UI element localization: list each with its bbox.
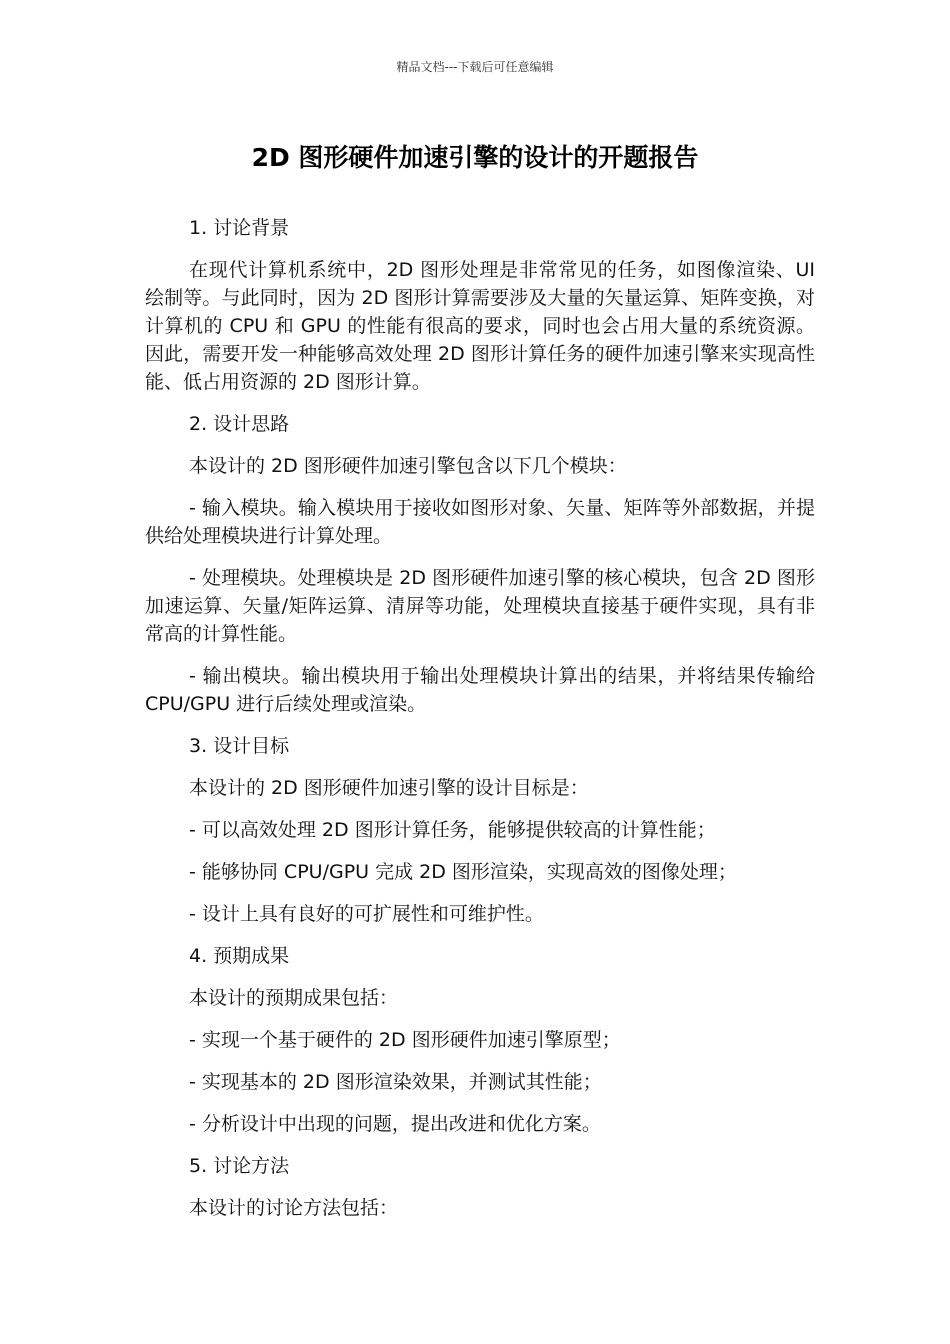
section-heading-expected-results: 4. 预期成果 [189, 945, 290, 967]
list-item-goal-1: - 可以高效处理 2D 图形计算任务，能够提供较高的计算性能； [189, 819, 716, 841]
paragraph-processing-module: - 处理模块。处理模块是 2D 图形硬件加速引擎的核心模块，包含 2D 图形加速运算、矢量/矩阵运算、清屏等功能，处理模块直接基于硬件实现，具有非常高的计算性能。 [145, 567, 815, 645]
paragraph-background: 在现代计算机系统中，2D 图形处理是非常常见的任务，如图像渲染、UI 绘制等。与此同时，因为 2D 图形计算需要涉及大量的矢量运算、矩阵变换，对计算机的 CPU 和 GPU 的性能有很高的要求，同时也会占用大量的系统资源。因此，需要开发一种能够高效处理 2D 图形计算任务的硬件加速引擎来实现高性能、低占用资源的 2D 图形计算。 [145, 259, 815, 393]
paragraph-input-module: - 输入模块。输入模块用于接收如图形对象、矢量、矩阵等外部数据，并提供给处理模块进行计算处理。 [145, 497, 815, 547]
header-note: 精品文档---下载后可任意编辑 [396, 60, 554, 74]
list-item-goal-2: - 能够协同 CPU/GPU 完成 2D 图形渲染，实现高效的图像处理； [189, 861, 737, 883]
paragraph-output-module: - 输出模块。输出模块用于输出处理模块计算出的结果，并将结果传输给 CPU/GPU 进行后续处理或渲染。 [145, 665, 815, 715]
section-heading-design-idea: 2. 设计思路 [189, 413, 290, 435]
paragraph-goals-intro: 本设计的 2D 图形硬件加速引擎的设计目标是： [189, 777, 589, 799]
list-item-result-3: - 分析设计中出现的问题，提出改进和优化方案。 [189, 1113, 601, 1135]
section-heading-methods: 5. 讨论方法 [189, 1155, 290, 1177]
paragraph-modules-intro: 本设计的 2D 图形硬件加速引擎包含以下几个模块： [189, 455, 627, 477]
paragraph-methods-intro: 本设计的讨论方法包括： [189, 1197, 399, 1219]
document-title: 2D 图形硬件加速引擎的设计的开题报告 [251, 143, 699, 172]
document-body [145, 214, 815, 1236]
list-item-result-2: - 实现基本的 2D 图形渲染效果，并测试其性能； [189, 1071, 602, 1093]
paragraph-results-intro: 本设计的预期成果包括： [189, 987, 399, 1009]
list-item-goal-3: - 设计上具有良好的可扩展性和可维护性。 [189, 903, 544, 925]
list-item-result-1: - 实现一个基于硬件的 2D 图形硬件加速引擎原型； [189, 1029, 621, 1051]
section-heading-design-goals: 3. 设计目标 [189, 735, 290, 757]
section-heading-background: 1. 讨论背景 [189, 217, 290, 239]
